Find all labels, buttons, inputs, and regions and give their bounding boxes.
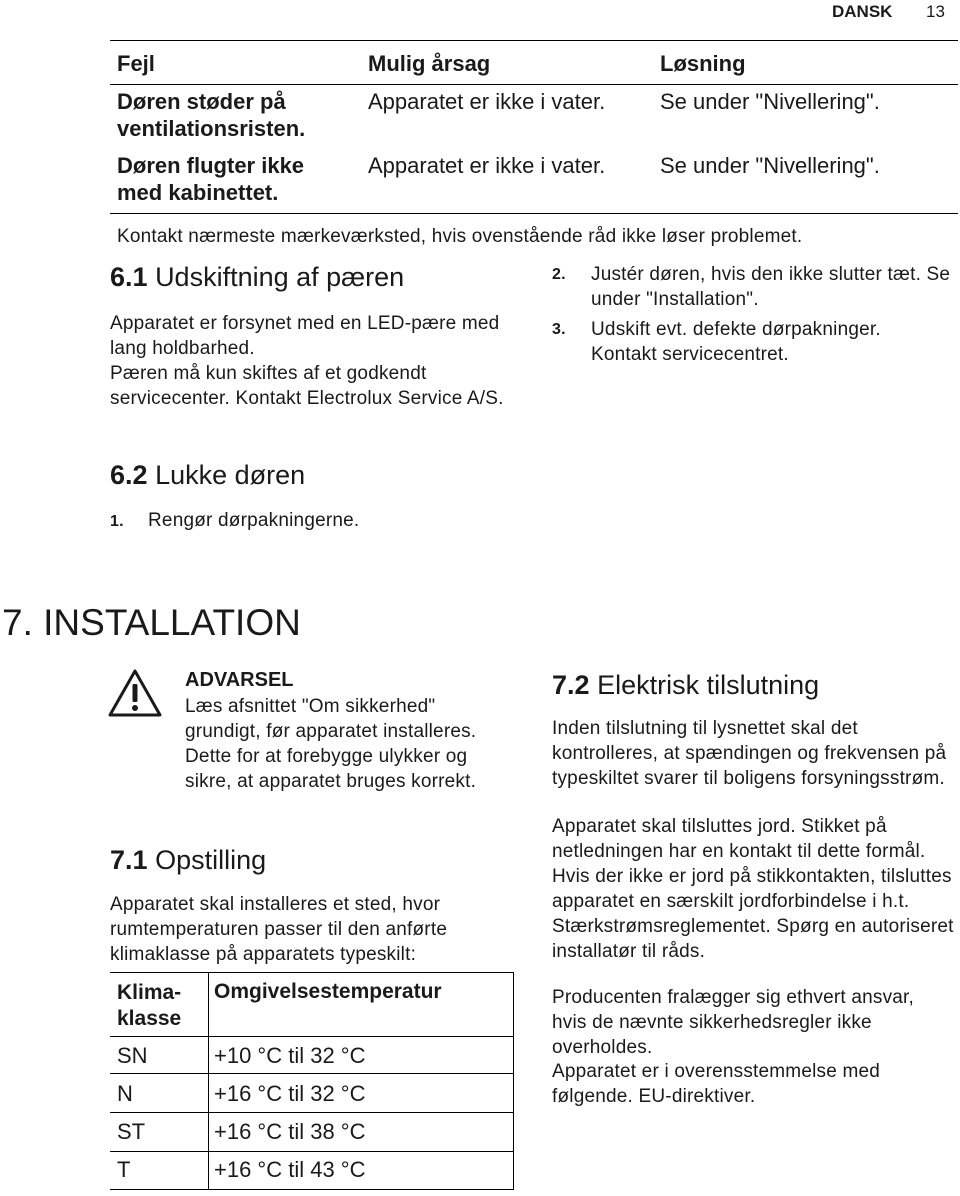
- section-7-2-paragraph-1: Inden tilslutning til lysnettet skal det kontrolleres, at spændingen og frekvensen på typeskiltet svarer til boligens forsyningsstrøm.: [552, 718, 947, 789]
- chapter-number: 7.: [2, 602, 33, 643]
- climate-row-rule: [110, 1112, 514, 1113]
- table-cell-solution: Se under "Nivellering".: [660, 89, 880, 114]
- step-item: [552, 317, 952, 367]
- table-rule-header: [110, 84, 958, 85]
- section-number: 7.1: [110, 845, 148, 875]
- climate-rule-bottom: [110, 1189, 514, 1190]
- section-title: Elektrisk tilslutning: [597, 670, 820, 700]
- climate-header-class: Klima-klasse: [117, 981, 182, 1030]
- warning-triangle-icon: [107, 668, 163, 718]
- section-7-2-heading: [552, 670, 819, 701]
- step-number: 2.: [552, 266, 566, 283]
- language-label: DANSK: [832, 2, 893, 21]
- step-number: 1.: [110, 513, 124, 530]
- step-number: 3.: [552, 321, 566, 338]
- section-7-1-text: Apparatet skal installeres et sted, hvor rumtemperaturen passer til den anførte klimaklasse på apparatets typeskilt:: [110, 894, 448, 965]
- chapter-title: INSTALLATION: [43, 602, 301, 643]
- climate-cell-temperature: +10 °C til 32 °C: [214, 1043, 366, 1068]
- section-7-1-heading: [110, 845, 266, 876]
- section-6-1-paragraph-1: Apparatet er forsynet med en LED-pære med lang holdbarhed.: [110, 313, 500, 359]
- table-cell-cause: Apparatet er ikke i vater.: [368, 153, 606, 178]
- table-header-fault: Fejl: [117, 51, 155, 76]
- table-note: Kontakt nærmeste mærkeværksted, hvis ovenstående råd ikke løser problemet.: [117, 226, 803, 247]
- table-rule-top: [110, 40, 958, 41]
- table-cell-solution: Se under "Nivellering".: [660, 153, 880, 178]
- climate-cell-temperature: +16 °C til 32 °C: [214, 1081, 366, 1106]
- climate-header-temperature: Omgivelsestemperatur: [214, 980, 442, 1003]
- page-number: 13: [926, 2, 945, 21]
- climate-cell-class: SN: [117, 1043, 148, 1068]
- chapter-7-heading: [2, 602, 301, 644]
- step-item: [552, 262, 952, 312]
- step-text: Udskift evt. defekte dørpakninger. Kontakt servicecentret.: [591, 319, 881, 365]
- climate-cell-class: N: [117, 1081, 133, 1106]
- climate-cell-temperature: +16 °C til 43 °C: [214, 1157, 366, 1182]
- section-number: 6.1: [110, 262, 148, 292]
- warning-text: Læs afsnittet "Om sikkerhed" grundigt, før apparatet installeres. Dette for at forebygge ulykker og sikre, at apparatet bruges korrekt.: [185, 696, 477, 792]
- table-cell-cause: Apparatet er ikke i vater.: [368, 89, 606, 114]
- climate-cell-class: T: [117, 1157, 131, 1182]
- climate-rule-header: [110, 1036, 514, 1037]
- section-title: Opstilling: [155, 845, 267, 875]
- climate-row-rule: [110, 1073, 514, 1074]
- warning-title: ADVARSEL: [185, 669, 294, 691]
- climate-cell-temperature: +16 °C til 38 °C: [214, 1119, 366, 1144]
- section-title: Lukke døren: [155, 460, 306, 490]
- climate-rule-top: [110, 972, 514, 973]
- table-cell-fault: Døren flugter ikke med kabinettet.: [117, 153, 305, 205]
- table-rule-bottom: [110, 213, 958, 214]
- section-6-1-heading: [110, 262, 404, 293]
- table-cell-fault: Døren støder på ventilationsristen.: [117, 89, 306, 141]
- section-title: Udskiftning af pæren: [155, 262, 405, 292]
- table-header-solution: Løsning: [660, 51, 746, 76]
- section-number: 6.2: [110, 460, 148, 490]
- climate-cell-class: ST: [117, 1119, 146, 1144]
- step-text: Justér døren, hvis den ikke slutter tæt. Se under "Installation".: [591, 264, 951, 310]
- section-number: 7.2: [552, 670, 590, 700]
- section-7-2-paragraph-4: Apparatet er i overensstemmelse med følgende. EU-direktiver.: [552, 1061, 881, 1107]
- section-7-2-paragraph-2: Apparatet skal tilsluttes jord. Stikket på netledningen har en kontakt til dette formål. Hvis der ikke er jord på stikkontakten, tilsluttes apparatet en særskilt jordforbindelse i h.t. Stærkstrømsreglementet. Spørg en autoriseret installatør til råds.: [552, 816, 954, 962]
- climate-column-divider: [208, 972, 209, 1190]
- section-7-2-paragraph-3: Producenten fralægger sig ethvert ansvar, hvis de nævnte sikkerhedsregler ikke overholdes.: [552, 987, 915, 1058]
- section-6-1-paragraph-2: Pæren må kun skiftes af et godkendt servicecenter. Kontakt Electrolux Service A/S.: [110, 363, 504, 409]
- section-6-2-heading: [110, 460, 305, 491]
- table-header-cause: Mulig årsag: [368, 51, 491, 76]
- climate-right-border: [513, 972, 514, 1190]
- step-text: Rengør dørpakningerne.: [148, 510, 360, 531]
- step-item: [110, 508, 510, 534]
- climate-row-rule: [110, 1151, 514, 1152]
